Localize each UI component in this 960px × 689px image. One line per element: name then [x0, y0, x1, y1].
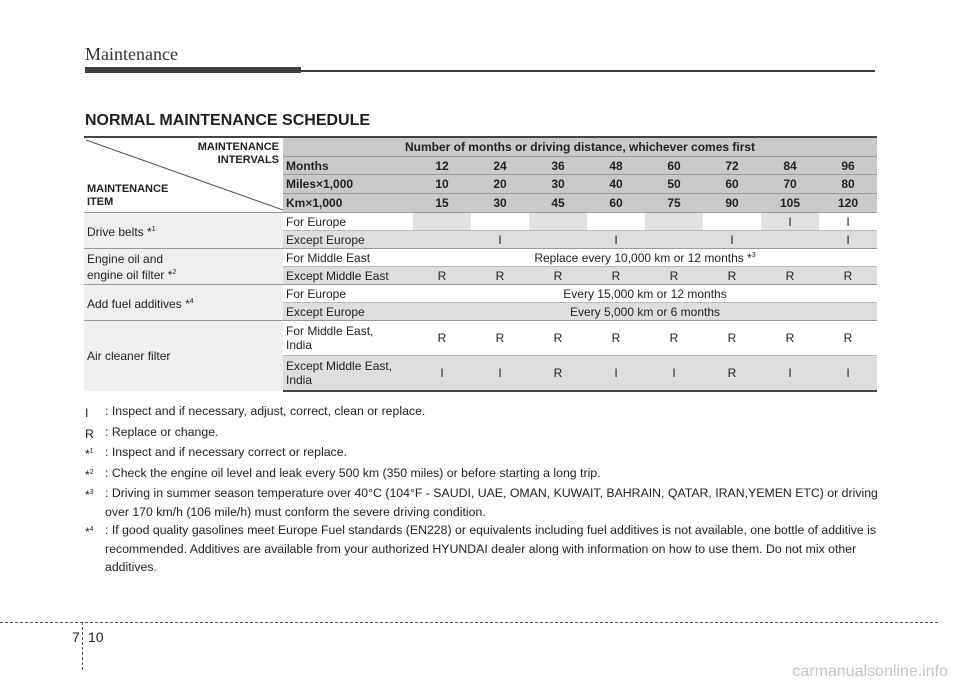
header-value: 105 — [761, 194, 819, 213]
chapter-number: 7 — [72, 629, 80, 645]
maintenance-schedule-table — [84, 136, 877, 392]
condition-label — [283, 356, 413, 392]
page-header-title: Maintenance — [85, 44, 178, 64]
header-value: 60 — [703, 175, 761, 194]
header-value: 36 — [529, 156, 587, 175]
schedule-cell: R — [413, 321, 471, 356]
schedule-cell — [413, 213, 471, 231]
item-name-line-2: engine oil filter * — [87, 267, 173, 282]
condition-label: For Europe — [283, 213, 413, 231]
footnote-ref: 2 — [172, 268, 177, 276]
condition-label: For Middle East — [283, 249, 413, 267]
footnote-key-text: R — [85, 426, 94, 441]
schedule-cell — [529, 231, 587, 249]
schedule-cell: I — [471, 356, 529, 392]
corner-item-line-1: MAINTENANCE — [87, 183, 169, 195]
schedule-cell: R — [819, 267, 877, 285]
footnote-key-sup: 2 — [89, 468, 94, 476]
schedule-cell — [529, 213, 587, 231]
corner-intervals-line-2: INTERVALS — [217, 154, 279, 166]
corner-item-line-2: ITEM — [87, 196, 114, 208]
schedule-cell: I — [819, 231, 877, 249]
schedule-cell: R — [703, 321, 761, 356]
header-value: 50 — [645, 175, 703, 194]
footnote-key — [85, 423, 105, 444]
schedule-cell: R — [587, 267, 645, 285]
header-rule — [301, 70, 875, 72]
schedule-cell: I — [645, 356, 703, 392]
header-value: 96 — [819, 156, 877, 175]
corner-intervals-line-1: MAINTENANCE — [197, 141, 279, 153]
footnote-ref: 3 — [751, 251, 756, 259]
condition-label: Except Middle East — [283, 267, 413, 285]
footnote-key — [85, 484, 105, 521]
schedule-cell: I — [587, 356, 645, 392]
header-value: 15 — [413, 194, 471, 213]
schedule-cell: R — [529, 267, 587, 285]
header-value: 10 — [413, 175, 471, 194]
header-value: 90 — [703, 194, 761, 213]
header-value: 84 — [761, 156, 819, 175]
footnote-key-text: * — [85, 467, 90, 482]
schedule-cell: R — [471, 267, 529, 285]
schedule-cell — [645, 231, 703, 249]
header-value: 30 — [529, 175, 587, 194]
schedule-cell: R — [761, 321, 819, 356]
header-value: 45 — [529, 194, 587, 213]
schedule-cell — [761, 231, 819, 249]
footnote-key-text: * — [85, 447, 90, 462]
header-value: 60 — [645, 156, 703, 175]
footnote-key — [85, 443, 105, 464]
schedule-cell: I — [413, 356, 471, 392]
interval-header: Number of months or driving distance, whichever comes first — [283, 137, 877, 156]
footnote-text: : Check the engine oil level and leak every 500 km (350 miles) or before starting a long trip. — [105, 465, 601, 480]
footnote-text: : Driving in summer season temperature over 40°C (104°F - SAUDI, UAE, OMAN, KUWAIT, BAHRAIN, QATAR, IRAN,YEMEN ETC) or driving over 170 km/h (106 mile/h) must conform the severe driving condition. — [105, 486, 878, 519]
footnote-item — [85, 521, 880, 577]
header-value: 70 — [761, 175, 819, 194]
footer-dashed-divider — [82, 622, 83, 670]
footnote-ref: 1 — [151, 225, 156, 233]
item-name: Add fuel additives * — [87, 296, 190, 311]
footer-dashed-rule — [0, 622, 938, 623]
condition-line-1: Except Middle East, — [286, 359, 393, 373]
schedule-cell: R — [529, 321, 587, 356]
schedule-cell: I — [761, 356, 819, 392]
footnote-key-sup: 1 — [89, 448, 94, 456]
table-row — [84, 285, 877, 303]
condition-line-1: For Middle East, — [286, 324, 374, 338]
schedule-cell: R — [703, 267, 761, 285]
condition-line-2: India — [286, 338, 313, 352]
footnote-ref: 4 — [189, 297, 194, 305]
item-air-cleaner: Air cleaner filter — [84, 321, 283, 392]
footnote-text: : If good quality gasolines meet Europe Fuel standards (EN228) or equivalents including fuel additives is not available, one bottle of additive is recommended. Additives are available from your authorized HYUNDAI dealer along with information on how to use them. Do not mix other additives. — [105, 523, 877, 575]
footnote-key — [85, 521, 105, 577]
footnotes — [85, 402, 880, 577]
schedule-cell — [703, 213, 761, 231]
header-label: Months — [283, 156, 413, 175]
header-value: 120 — [819, 194, 877, 213]
footnote-key-text: * — [85, 488, 90, 503]
page-number: 10 — [88, 629, 104, 645]
corner-intervals-label — [198, 141, 279, 167]
footnote-key-text: I — [85, 406, 89, 421]
footnote-key-text: * — [85, 525, 90, 540]
header-bar-block — [85, 67, 301, 73]
header-value: 72 — [703, 156, 761, 175]
header-value: 12 — [413, 156, 471, 175]
schedule-cell: R — [645, 321, 703, 356]
schedule-cell: R — [471, 321, 529, 356]
watermark: carmanualsonline.info — [792, 663, 948, 680]
footnote-key-sup: 3 — [89, 489, 94, 497]
schedule-cell: R — [703, 356, 761, 392]
footnote-item — [85, 423, 880, 444]
schedule-cell: R — [529, 356, 587, 392]
section-title: NORMAL MAINTENANCE SCHEDULE — [85, 112, 371, 129]
schedule-cell: R — [413, 267, 471, 285]
header-label: Miles×1,000 — [283, 175, 413, 194]
header-value: 40 — [587, 175, 645, 194]
footnote-key-sup: 4 — [89, 526, 94, 534]
schedule-text: Replace every 10,000 km or 12 months * — [534, 250, 752, 265]
item-drive-belts — [84, 213, 283, 249]
schedule-cell: I — [471, 231, 529, 249]
schedule-cell: I — [587, 231, 645, 249]
table-row — [84, 213, 877, 231]
table-corner-cell — [84, 137, 283, 213]
header-value: 80 — [819, 175, 877, 194]
header-value: 48 — [587, 156, 645, 175]
footnote-text: : Replace or change. — [105, 424, 219, 439]
footnote-text: : Inspect and if necessary, adjust, correct, clean or replace. — [105, 404, 426, 418]
header-label: Km×1,000 — [283, 194, 413, 213]
schedule-cell: I — [761, 213, 819, 231]
footnote-key — [85, 464, 105, 485]
schedule-cell: I — [819, 213, 877, 231]
table-row — [84, 249, 877, 267]
footnote-item — [85, 402, 880, 423]
schedule-span-cell — [413, 249, 877, 267]
header-value: 75 — [645, 194, 703, 213]
footnote-key — [85, 402, 105, 423]
header-row-top — [84, 137, 877, 156]
header-value: 30 — [471, 194, 529, 213]
schedule-span-cell: Every 15,000 km or 12 months — [413, 285, 877, 303]
condition-label: For Europe — [283, 285, 413, 303]
schedule-cell: R — [761, 267, 819, 285]
condition-label: Except Europe — [283, 303, 413, 321]
corner-item-label — [87, 183, 168, 209]
header-value: 60 — [587, 194, 645, 213]
schedule-cell — [413, 231, 471, 249]
schedule-cell: R — [587, 321, 645, 356]
item-name: Drive belts * — [87, 224, 152, 239]
item-fuel-additives — [84, 285, 283, 321]
schedule-cell — [645, 213, 703, 231]
footnote-item — [85, 443, 880, 464]
schedule-cell: I — [819, 356, 877, 392]
footnote-item — [85, 464, 880, 485]
footnote-item — [85, 484, 880, 521]
schedule-cell: R — [819, 321, 877, 356]
footnote-text: : Inspect and if necessary correct or replace. — [105, 445, 347, 460]
table-row — [84, 321, 877, 356]
schedule-cell — [471, 213, 529, 231]
condition-line-2: India — [286, 373, 313, 387]
schedule-cell — [587, 213, 645, 231]
condition-label — [283, 321, 413, 356]
header-value: 20 — [471, 175, 529, 194]
schedule-cell: I — [703, 231, 761, 249]
header-value: 24 — [471, 156, 529, 175]
item-name-line-1: Engine oil and — [87, 251, 164, 266]
schedule-cell: R — [645, 267, 703, 285]
condition-label: Except Europe — [283, 231, 413, 249]
item-engine-oil — [84, 249, 283, 285]
schedule-span-cell: Every 5,000 km or 6 months — [413, 303, 877, 321]
